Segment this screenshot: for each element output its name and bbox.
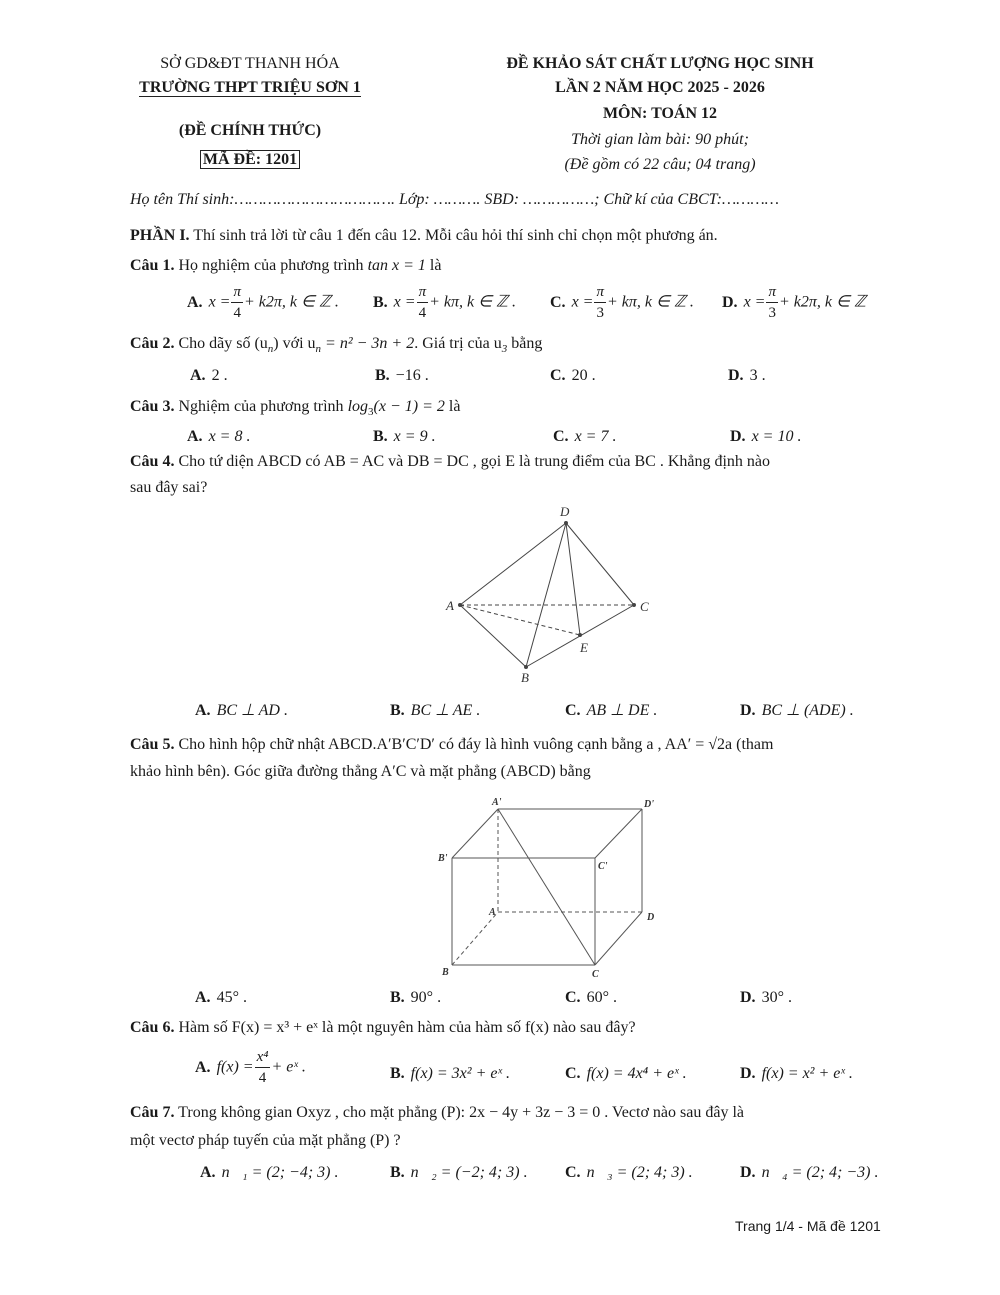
student-info-line: Họ tên Thí sinh:……………………………. Lớp: ………. SBD: ……………; Chữ kí của CBCT:………… (130, 191, 779, 208)
part1-instruction (130, 227, 718, 245)
dept-name: SỞ GD&ĐT THANH HÓA (160, 55, 340, 72)
q4-option-c[interactable]: C. AB ⊥ DE . (565, 702, 658, 719)
q2-number: Câu 2. (130, 335, 175, 352)
q5-option-a[interactable]: A. 45° . (195, 989, 247, 1006)
q5-option-b[interactable]: B. 90° . (390, 989, 442, 1006)
q3-number: Câu 3. (130, 398, 175, 415)
q5-option-d[interactable]: D. 30° . (740, 989, 792, 1006)
question-1 (130, 257, 441, 275)
label-C: C (640, 599, 649, 614)
q7-option-c[interactable]: C. n⃗₃ = (2; 4; 3) . (565, 1164, 693, 1181)
q1-tail: là (429, 257, 442, 274)
exam-code-box: MÃ ĐỀ: 1201 (200, 150, 300, 169)
q7-option-d[interactable]: D. n⃗₄ = (2; 4; −3) . (740, 1164, 879, 1181)
q4-option-b[interactable]: B. BC ⊥ AE . (390, 702, 481, 719)
exam-subject: MÔN: TOÁN 12 (602, 105, 718, 122)
q7-line2: một vectơ pháp tuyến của mặt phẳng (P) ? (130, 1132, 401, 1149)
label-D: D (560, 504, 570, 519)
label-B: B (521, 670, 529, 685)
label-C1: C' (598, 861, 608, 872)
part1-label: PHẦN I. (130, 227, 190, 244)
q6-option-a[interactable]: A. f(x) = $\frac{\text{x⁴}}{4}$ + eˣ . (195, 1049, 306, 1086)
exam-time: Thời gian làm bài: 90 phút; (571, 131, 749, 148)
label-A: A (446, 598, 454, 613)
q3-option-a[interactable]: A. x = 8 . (187, 428, 251, 445)
label-A: A (489, 907, 496, 918)
q2-option-b[interactable]: B. −16 . (375, 367, 429, 384)
question-5 (130, 736, 773, 754)
q3-option-c[interactable]: C. x = 7 . (553, 428, 617, 445)
q3-option-b[interactable]: B. x = 9 . (373, 428, 436, 445)
question-2: Câu 2. Cho dãy số $(u_n)$ với $u_n = n^2 - 3n + 2$. Giá trị của $u_3$ bằng (130, 335, 543, 356)
label-D1: D' (644, 799, 654, 810)
q4-option-a[interactable]: A. BC ⊥ AD . (195, 702, 288, 719)
q6-option-d[interactable]: D. f(x) = x² + eˣ . (740, 1065, 853, 1082)
q1-option-c[interactable]: C. x = $\frac{\pi}{3}$ + kπ, k ∈ ℤ . (550, 284, 694, 321)
label-B1: B' (438, 853, 448, 864)
q1-option-b[interactable]: B. x = $\frac{\pi}{4}$ + kπ, k ∈ ℤ . (373, 284, 516, 321)
school-name-text: TRƯỜNG THPT TRIỆU SƠN 1 (139, 79, 361, 96)
q6-text: Hàm số F(x) = x³ + eˣ là một nguyên hàm của hàm số f(x) nào sau đây? (178, 1019, 636, 1036)
official-label: (ĐỀ CHÍNH THỨC) (178, 122, 322, 139)
school-name (100, 79, 400, 97)
q6-option-c[interactable]: C. f(x) = 4x⁴ + eˣ . (565, 1065, 687, 1082)
q2-option-d[interactable]: D. 3 . (728, 367, 766, 384)
q5-number: Câu 5. (130, 736, 175, 753)
q4-number: Câu 4. (130, 453, 175, 470)
exam-code (130, 151, 370, 169)
q1-math: tan x = 1 (367, 257, 426, 274)
label-D: D (647, 912, 655, 923)
q1-option-a[interactable]: A. x = $\frac{\pi}{4}$ + k2π, k ∈ ℤ . (187, 284, 339, 321)
q5-option-c[interactable]: C. 60° . (565, 989, 617, 1006)
tetrahedron-figure (440, 502, 660, 692)
question-3: Câu 3. Nghiệm của phương trình $\log_3(x - 1) = 2$ là (130, 398, 461, 419)
q2-option-a[interactable]: A. 2 . (190, 367, 228, 384)
q6-option-b[interactable]: B. f(x) = 3x² + eˣ . (390, 1065, 510, 1082)
q3-option-d[interactable]: D. x = 10 . (730, 428, 802, 445)
question-4 (130, 453, 770, 471)
q7-number: Câu 7. (130, 1104, 175, 1121)
q1-number: Câu 1. (130, 257, 175, 274)
exam-title: ĐỀ KHẢO SÁT CHẤT LƯỢNG HỌC SINH (506, 55, 814, 72)
part1-text: Thí sinh trả lời từ câu 1 đến câu 12. Mỗi câu hỏi thí sinh chỉ chọn một phương án. (189, 227, 718, 244)
q4-line2: sau đây sai? (130, 479, 208, 496)
q2-option-c[interactable]: C. 20 . (550, 367, 596, 384)
question-6 (130, 1019, 636, 1037)
exam-pages: (Đề gồm có 22 câu; 04 trang) (564, 156, 756, 173)
q7-option-b[interactable]: B. n⃗₂ = (−2; 4; 3) . (390, 1164, 528, 1181)
page-footer: Trang 1/4 - Mã đề 1201 (735, 1218, 881, 1234)
exam-round: LẦN 2 NĂM HỌC 2025 - 2026 (555, 79, 765, 96)
label-B: B (442, 967, 449, 978)
label-A1: A' (492, 797, 502, 808)
label-E: E (580, 640, 588, 655)
q1-text: Họ nghiệm của phương trình (178, 257, 364, 274)
q4-line1: Cho tứ diện ABCD có AB = AC và DB = DC , gọi E là trung điểm của BC . Khẳng định nào (178, 453, 771, 470)
q4-option-d[interactable]: D. BC ⊥ (ADE) . (740, 702, 854, 719)
question-7 (130, 1104, 744, 1122)
q6-number: Câu 6. (130, 1019, 175, 1036)
label-C: C (592, 969, 599, 980)
q7-option-a[interactable]: A. n⃗₁ = (2; −4; 3) . (200, 1164, 339, 1181)
q1-option-d[interactable]: D. x = $\frac{\pi}{3}$ + k2π, k ∈ ℤ (722, 284, 866, 321)
q7-line1: Trong không gian Oxyz , cho mặt phẳng (P): 2x − 4y + 3z − 3 = 0 . Vectơ nào sau đây là (178, 1104, 744, 1121)
q5-line2: khảo hình bên). Góc giữa đường thẳng A′C và mặt phẳng (ABCD) bằng (130, 763, 591, 780)
q5-line1: Cho hình hộp chữ nhật ABCD.A′B′C′D′ có đáy là hình vuông cạnh bằng a , AA′ = √2a (tham (178, 736, 774, 753)
cuboid-figure (430, 795, 670, 985)
